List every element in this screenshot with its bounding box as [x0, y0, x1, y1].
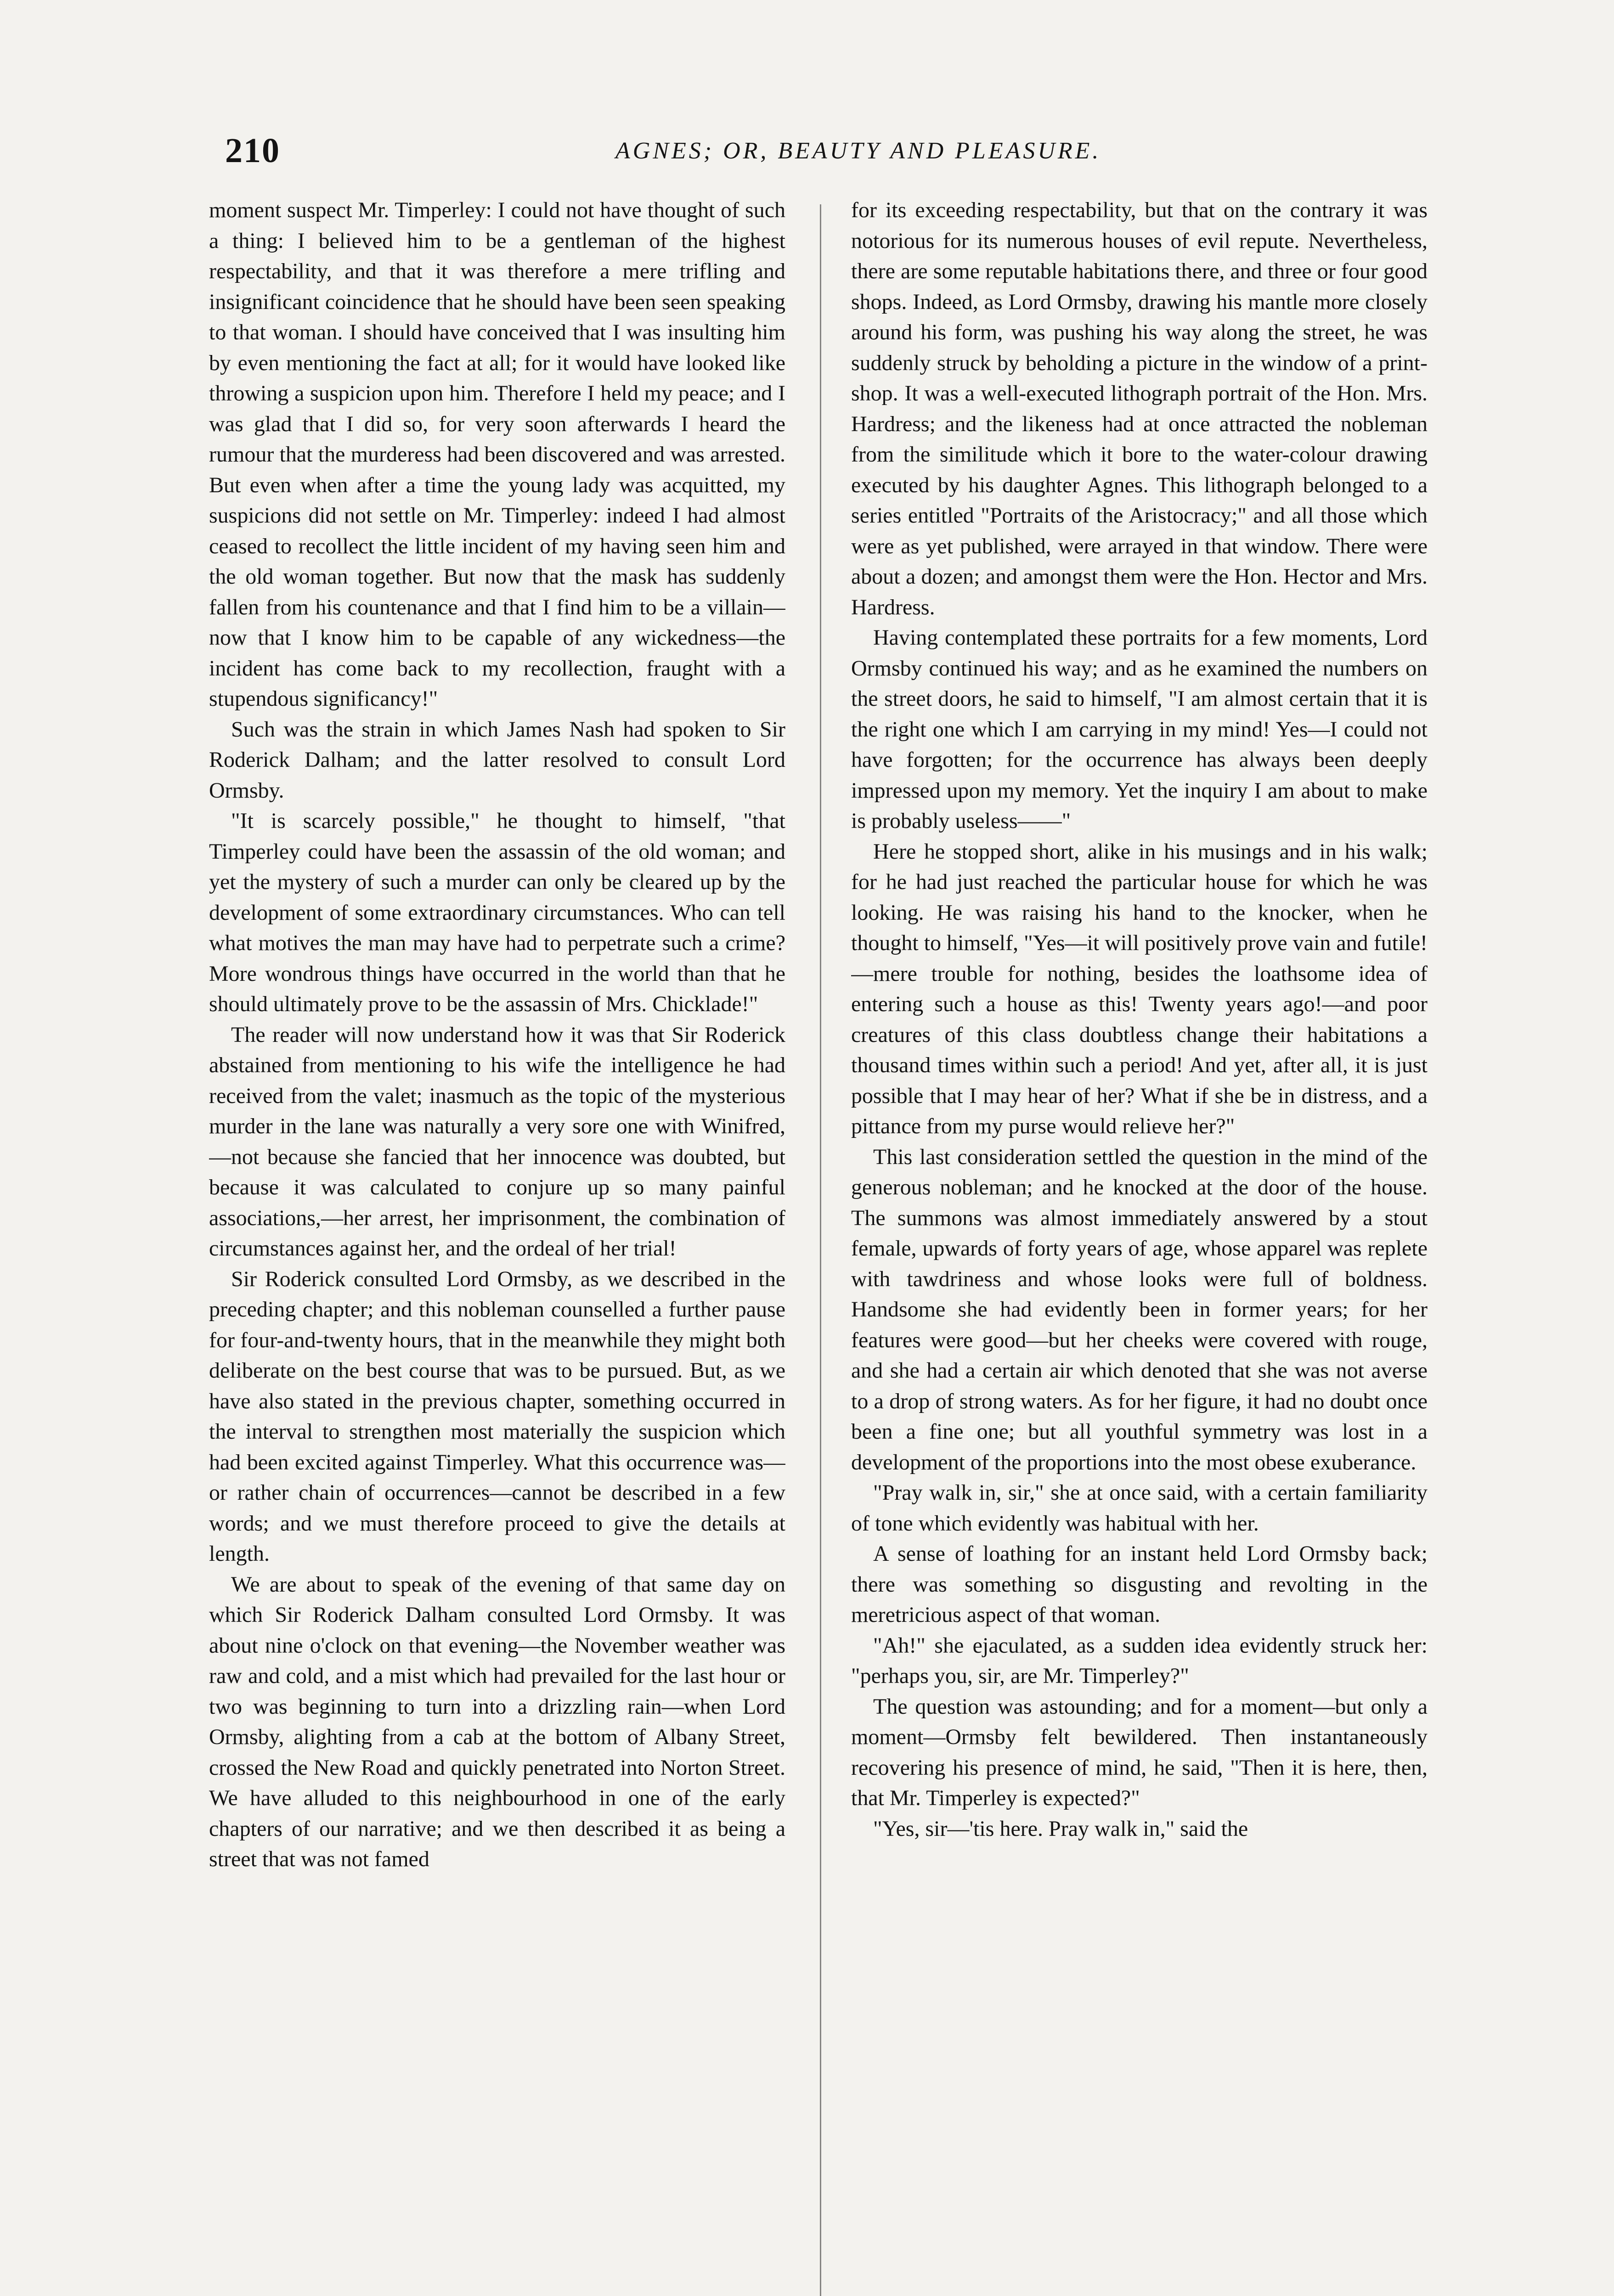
- paragraph: "Pray walk in, sir," she at once said, with a certain familiarity of tone which evidently was habitual with her.: [851, 1480, 1428, 1536]
- paragraph: The reader will now understand how it was that Sir Roderick abstained from mentioning to his wife the intelligence he had received from the valet; inasmuch as the topic of the mysterious murder in the lane was naturally a very sore one with Winifred,—not because she fancied that her innocence was doubted, but because it was calculated to conjure up so many painful associations,—her arrest, her imprisonment, the combination of circumstances against her, and the ordeal of her trial!: [209, 1022, 785, 1261]
- left-column: [209, 195, 785, 2296]
- column-divider: [820, 204, 821, 2296]
- paragraph: Sir Roderick consulted Lord Ormsby, as we described in the preceding chapter; and this nobleman counselled a further pause for four-and-twenty hours, that in the meanwhile they might both deliberate on the best course that was to be pursued. But, as we have also stated in the previous chapter, something occurred in the interval to strengthen most materially the suspicion which had been excited against Timperley. What this occurrence was—or rather chain of occurrences—cannot be described in a few words; and we must therefore proceed to give the details at length.: [209, 1266, 785, 1566]
- paragraph: Such was the strain in which James Nash had spoken to Sir Roderick Dalham; and the latter resolved to consult Lord Ormsby.: [209, 717, 785, 803]
- paragraph: "It is scarcely possible," he thought to himself, "that Timperley could have been the assassin of the old woman; and yet the mystery of such a murder can only be cleared up by the development of some extraordinary circumstances. Who can tell what motives the man may have had to perpetrate such a crime? More wondrous things have occurred in the world than that he should ultimately prove to be the assassin of Mrs. Chicklade!": [209, 809, 785, 1016]
- paragraph: The question was astounding; and for a moment—but only a moment—Ormsby felt bewildered. Then instantaneously recovering his presence of mind, he said, "Then it is here, then, that Mr. Timperley is expected?": [851, 1694, 1428, 1810]
- page-number: 210: [225, 131, 280, 170]
- paragraph: for its exceeding respectability, but that on the contrary it was notorious for its numerous houses of evil repute. Nevertheless, there are some reputable habitations there, and three or four good shops. Indeed, as Lord Ormsby, drawing his mantle more closely around his form, was pushing his way along the street, he was suddenly struck by beholding a picture in the window of a print-shop. It was a well-executed lithograph portrait of the Hon. Mrs. Hardress; and the likeness had at once attracted the nobleman from the similitude which it bore to the water-colour drawing executed by his daughter Agnes. This lithograph belonged to a series entitled "Portraits of the Aristocracy;" and all those which were as yet published, were arrayed in that window. There were about a dozen; and amongst them were the Hon. Hector and Mrs. Hardress.: [851, 198, 1428, 619]
- paragraph: "Ah!" she ejaculated, as a sudden idea evidently struck her: "perhaps you, sir, are Mr. Timperley?": [851, 1633, 1428, 1688]
- text-columns: [209, 195, 1463, 2296]
- paragraph: Here he stopped short, alike in his musings and in his walk; for he had just reached the particular house for which he was looking. He was raising his hand to the knocker, when he thought to himself, "Yes—it will positively prove vain and futile!—mere trouble for nothing, besides the loathsome idea of entering such a house as this! Twenty years ago!—and poor creatures of this class doubtless change their habitations a thousand times within such a period! And yet, after all, it is just possible that I may hear of her? What if she be in distress, and a pittance from my purse would relieve her?": [851, 839, 1428, 1138]
- paragraph: "Yes, sir—'tis here. Pray walk in," said the: [873, 1816, 1248, 1841]
- page-header: [0, 131, 1614, 172]
- paragraph: We are about to speak of the evening of that same day on which Sir Roderick Dalham consulted Lord Ormsby. It was about nine o'clock on that evening—the November weather was raw and cold, and a mist which had prevailed for the last hour or two was beginning to turn into a drizzling rain—when Lord Ormsby, alighting from a cab at the bottom of Albany Street, crossed the New Road and quickly penetrated into Norton Street. We have alluded to this neighbourhood in one of the early chapters of our narrative; and we then described it as being a street that was not famed: [209, 1572, 785, 1871]
- paragraph: moment suspect Mr. Timperley: I could not have thought of such a thing: I believed him to be a gentleman of the highest respectability, and that it was therefore a mere trifling and insignificant coincidence that he should have been seen speaking to that woman. I should have conceived that I was insulting him by even mentioning the fact at all; for it would have looked like throwing a suspicion upon him. Therefore I held my peace; and I was glad that I did so, for very soon afterwards I heard the rumour that the murderess had been discovered and was arrested. But even when after a time the young lady was acquitted, my suspicions did not settle on Mr. Timperley: indeed I had almost ceased to recollect the little incident of my having seen him and the old woman together. But now that the mask has suddenly fallen from his countenance and that I find him to be a villain—now that I know him to be capable of any wickedness—the incident has come back to my recollection, fraught with a stupendous significancy!": [209, 198, 785, 711]
- paragraph: A sense of loathing for an instant held Lord Ormsby back; there was something so disgusting and revolting in the meretricious aspect of that woman.: [851, 1542, 1428, 1627]
- running-title: AGNES; OR, BEAUTY AND PLEASURE.: [615, 138, 1101, 164]
- paragraph: Having contemplated these portraits for a few moments, Lord Ormsby continued his way; and as he examined the numbers on the street doors, he said to himself, "I am almost certain that it is the right one which I am carrying in my mind! Yes—I could not have forgotten; for the occurrence has always been deeply impressed upon my memory. Yet the inquiry I am about to make is probably useless——": [851, 625, 1428, 833]
- right-column: [851, 195, 1428, 2296]
- paragraph: This last consideration settled the question in the mind of the generous nobleman; and he knocked at the door of the house. The summons was almost immediately answered by a stout female, upwards of forty years of age, whose apparel was replete with tawdriness and whose looks were full of boldness. Handsome she had evidently been in former years; for her features were good—but her cheeks were covered with rouge, and she had a certain air which denoted that she was not averse to a drop of strong waters. As for her figure, it had no doubt once been a fine one; but all youthful symmetry was lost in a development of the proportions into the most obese exuberance.: [851, 1144, 1428, 1474]
